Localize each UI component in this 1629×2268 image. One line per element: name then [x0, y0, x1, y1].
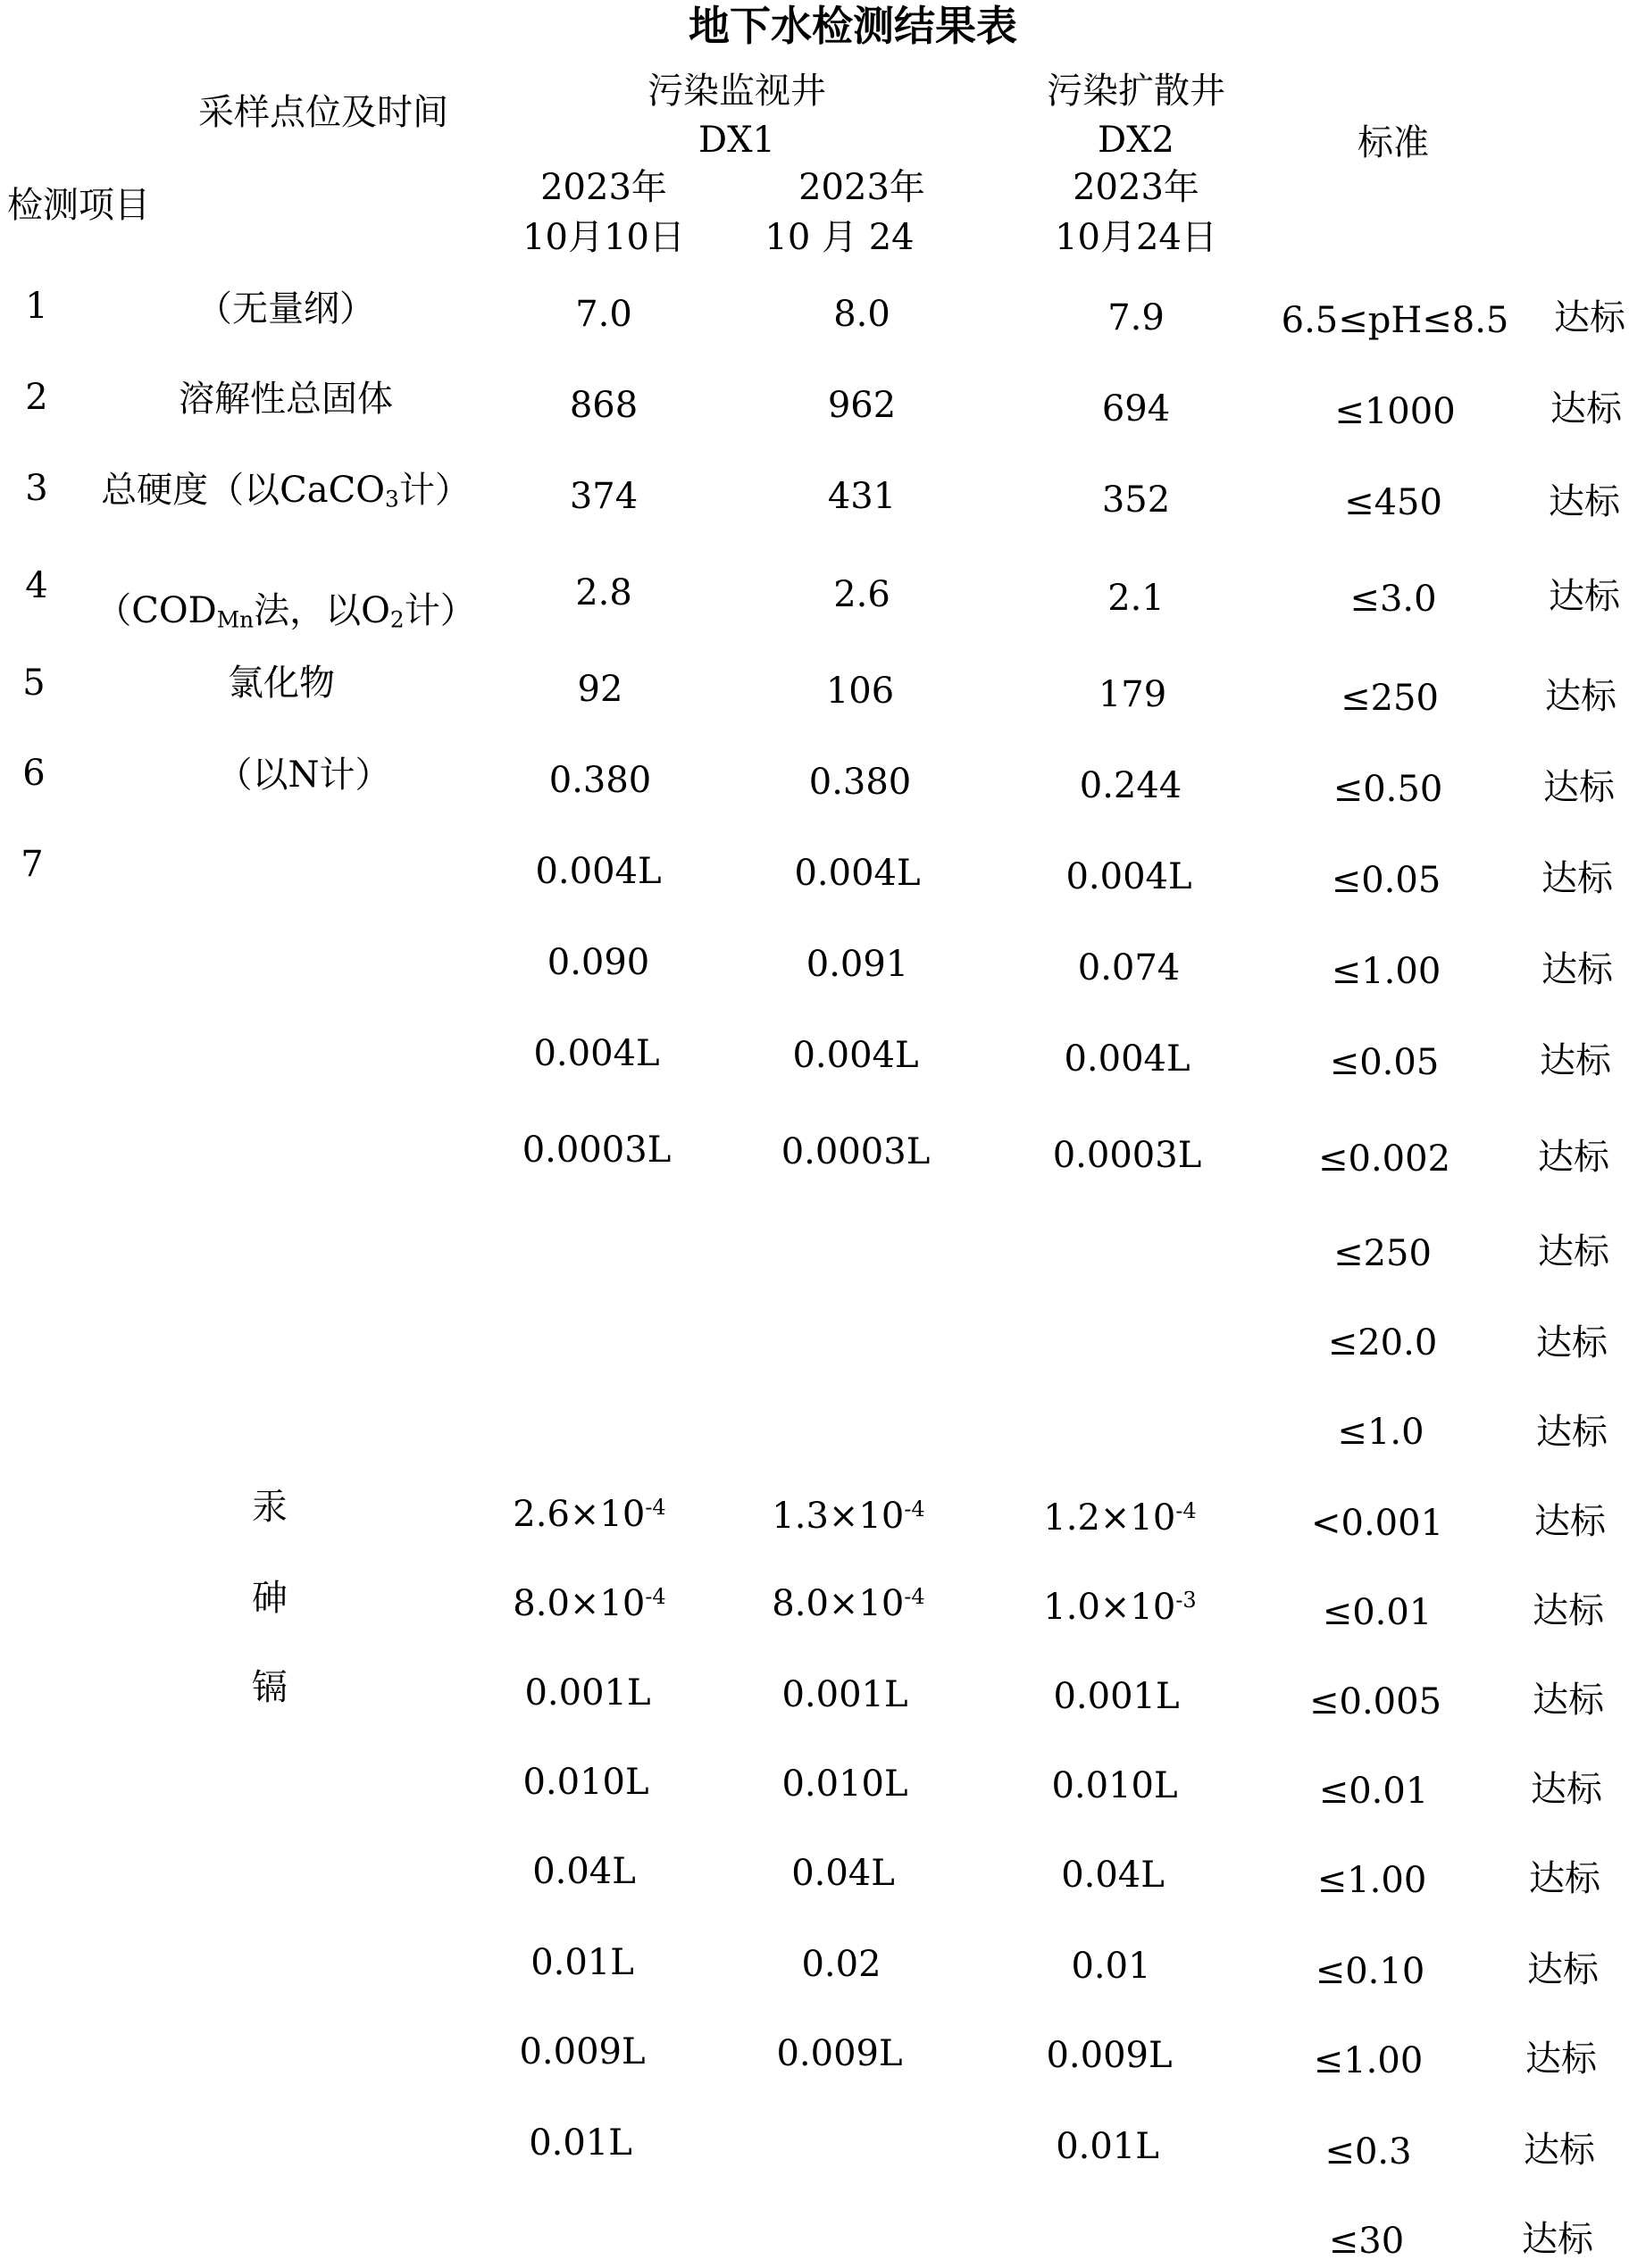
row-3-dx1-a: 374 [569, 476, 639, 517]
row-2-item: 溶解性总固体 [179, 379, 393, 420]
row-17-standard: ≤0.01 [1318, 1771, 1429, 1812]
row-5-dx2: 179 [1098, 674, 1167, 715]
row-14-item: 汞 [252, 1487, 288, 1528]
row-14-dx2: $1.2\times 10^{-4}$ [1043, 1497, 1197, 1538]
row-7-dx2: 0.004L [1065, 856, 1192, 897]
row-16-dx1-b: 0.001L [781, 1674, 908, 1715]
row-14-dx1-b: $1.3\times 10^{-4}$ [772, 1496, 925, 1537]
row-8-dx2: 0.074 [1077, 947, 1181, 988]
row-1-dx1-a: 7.0 [575, 294, 632, 335]
row-17-dx1-a: 0.010L [522, 1762, 649, 1803]
row-3-dx1-b: 431 [827, 476, 897, 517]
row-19-dx1-b: 0.02 [801, 1944, 881, 1985]
row-4-result: 达标 [1549, 576, 1620, 617]
row-14-standard: <0.001 [1310, 1503, 1444, 1544]
row-2-no: 2 [25, 377, 48, 418]
row-4-dx1-a: 2.8 [575, 572, 632, 613]
row-3-standard: ≤450 [1344, 482, 1442, 523]
row-19-dx2: 0.01 [1071, 1946, 1151, 1987]
row-3-dx2: 352 [1101, 479, 1171, 521]
corner-header-top: 采样点位及时间 [198, 92, 448, 133]
row-2-dx1-a: 868 [569, 385, 639, 426]
row-16-dx1-a: 0.001L [524, 1672, 651, 1714]
dx2-date-day: 10月24日 [1055, 217, 1217, 258]
row-9-dx2: 0.004L [1064, 1038, 1190, 1080]
row-12-result: 达标 [1536, 1322, 1608, 1363]
row-5-dx1-b: 106 [825, 671, 895, 712]
dx1-date2-day: 10 月 24 [764, 217, 915, 258]
row-21-standard: ≤0.3 [1324, 2131, 1412, 2172]
row-20-dx1-b: 0.009L [776, 2033, 903, 2074]
page-title: 地下水检测结果表 [689, 2, 1017, 50]
row-15-dx1-b: $8.0\times 10^{-4}$ [772, 1583, 925, 1624]
row-2-dx1-b: 962 [827, 385, 897, 426]
row-5-no: 5 [22, 663, 46, 704]
row-5-result: 达标 [1545, 676, 1616, 717]
dx1-name: 污染监视井 [647, 71, 826, 112]
row-9-result: 达标 [1540, 1040, 1611, 1081]
row-20-dx2: 0.009L [1046, 2035, 1173, 2076]
row-8-standard: ≤1.00 [1331, 951, 1441, 992]
row-21-dx2: 0.01L [1056, 2126, 1159, 2167]
dx1-date2-year: 2023年 [798, 167, 925, 208]
dx2-name: 污染扩散井 [1047, 71, 1225, 112]
row-7-result: 达标 [1541, 858, 1613, 899]
row-11-result: 达标 [1538, 1231, 1609, 1272]
row-9-dx1-a: 0.004L [533, 1033, 660, 1074]
row-1-dx1-b: 8.0 [833, 294, 890, 335]
row-6-item: （以N计） [216, 755, 391, 796]
standard-header: 标准 [1358, 122, 1429, 163]
row-21-dx1-a: 0.01L [529, 2122, 632, 2164]
row-3-result: 达标 [1549, 481, 1620, 522]
row-7-dx1-a: 0.004L [535, 851, 662, 892]
row-5-standard: ≤250 [1341, 678, 1439, 719]
dx2-code: DX2 [1098, 120, 1174, 161]
row-4-item: （$COD_{Mn}$法，以$O_2$计） [96, 590, 476, 633]
row-17-dx1-b: 0.010L [781, 1764, 908, 1805]
row-10-standard: ≤0.002 [1317, 1138, 1451, 1180]
row-1-no: 1 [25, 286, 48, 327]
row-1-item: （无量纲） [196, 288, 375, 329]
row-3-item: 总硬度（以CaCO$_3$计） [101, 470, 471, 513]
row-11-standard: ≤250 [1333, 1233, 1432, 1274]
row-18-dx1-a: 0.04L [532, 1851, 636, 1892]
row-16-item: 镉 [252, 1667, 288, 1708]
row-9-dx1-b: 0.004L [792, 1035, 919, 1076]
row-7-standard: ≤0.05 [1331, 860, 1441, 901]
row-18-standard: ≤1.00 [1316, 1860, 1427, 1901]
row-2-result: 达标 [1550, 388, 1622, 429]
row-7-no: 7 [21, 844, 44, 885]
row-2-standard: ≤1000 [1334, 391, 1456, 432]
row-1-dx2: 7.9 [1107, 297, 1165, 338]
row-15-result: 达标 [1533, 1590, 1604, 1631]
row-16-result: 达标 [1533, 1680, 1604, 1721]
row-9-standard: ≤0.05 [1329, 1042, 1440, 1083]
row-10-result: 达标 [1538, 1137, 1609, 1178]
row-17-dx2: 0.010L [1051, 1765, 1178, 1806]
dx1-date1-year: 2023年 [540, 167, 667, 208]
row-15-item: 砷 [252, 1578, 288, 1619]
dx1-date1-day: 10月10日 [522, 217, 685, 258]
row-14-result: 达标 [1534, 1501, 1606, 1542]
row-10-dx2: 0.0003L [1052, 1135, 1202, 1176]
row-22-result: 达标 [1522, 2219, 1593, 2260]
row-8-result: 达标 [1541, 949, 1613, 990]
row-22-standard: ≤30 [1328, 2221, 1405, 2262]
row-20-result: 达标 [1525, 2039, 1597, 2080]
row-15-dx2: $1.0\times 10^{-3}$ [1043, 1587, 1197, 1628]
row-3-no: 3 [25, 468, 48, 509]
row-19-standard: ≤0.10 [1315, 1951, 1425, 1992]
row-6-no: 6 [22, 753, 46, 794]
row-13-result: 达标 [1536, 1412, 1608, 1453]
row-6-dx1-b: 0.380 [808, 762, 912, 803]
row-14-dx1-a: $2.6\times 10^{-4}$ [513, 1494, 666, 1535]
row-18-result: 达标 [1529, 1858, 1600, 1899]
row-7-dx1-b: 0.004L [794, 853, 921, 894]
row-16-standard: ≤0.005 [1308, 1681, 1442, 1722]
corner-header-bottom: 检测项目 [7, 185, 150, 226]
row-18-dx1-b: 0.04L [791, 1853, 895, 1894]
row-10-dx1-a: 0.0003L [522, 1130, 672, 1171]
row-20-dx1-a: 0.009L [519, 2031, 646, 2072]
row-8-dx1-b: 0.091 [806, 944, 909, 985]
row-6-standard: ≤0.50 [1332, 769, 1443, 810]
row-20-standard: ≤1.00 [1313, 2040, 1424, 2081]
row-19-dx1-a: 0.01L [530, 1942, 634, 1983]
row-4-dx2: 2.1 [1107, 578, 1165, 619]
row-18-dx2: 0.04L [1061, 1855, 1165, 1896]
row-16-dx2: 0.001L [1053, 1676, 1180, 1717]
row-15-standard: ≤0.01 [1322, 1592, 1433, 1633]
row-17-result: 达标 [1531, 1769, 1602, 1810]
row-15-dx1-a: $8.0\times 10^{-4}$ [513, 1583, 666, 1624]
row-21-result: 达标 [1524, 2130, 1595, 2171]
row-1-standard: 6.5≤pH≤8.5 [1281, 300, 1509, 341]
row-10-dx1-b: 0.0003L [781, 1131, 931, 1172]
row-4-no: 4 [25, 565, 48, 606]
row-4-dx1-b: 2.6 [833, 574, 890, 615]
row-19-result: 达标 [1527, 1949, 1599, 1990]
dx2-date-year: 2023年 [1073, 167, 1199, 208]
row-6-result: 达标 [1543, 767, 1615, 808]
row-1-result: 达标 [1554, 297, 1625, 338]
row-4-standard: ≤3.0 [1349, 579, 1437, 620]
row-8-dx1-a: 0.090 [547, 942, 650, 983]
row-13-standard: ≤1.0 [1337, 1412, 1424, 1453]
dx1-code: DX1 [698, 120, 775, 161]
row-6-dx2: 0.244 [1079, 765, 1182, 806]
row-12-standard: ≤20.0 [1327, 1322, 1438, 1363]
row-5-item: 氯化物 [228, 663, 335, 704]
row-5-dx1-a: 92 [577, 669, 623, 710]
row-6-dx1-a: 0.380 [548, 760, 652, 801]
row-2-dx2: 694 [1101, 388, 1171, 429]
